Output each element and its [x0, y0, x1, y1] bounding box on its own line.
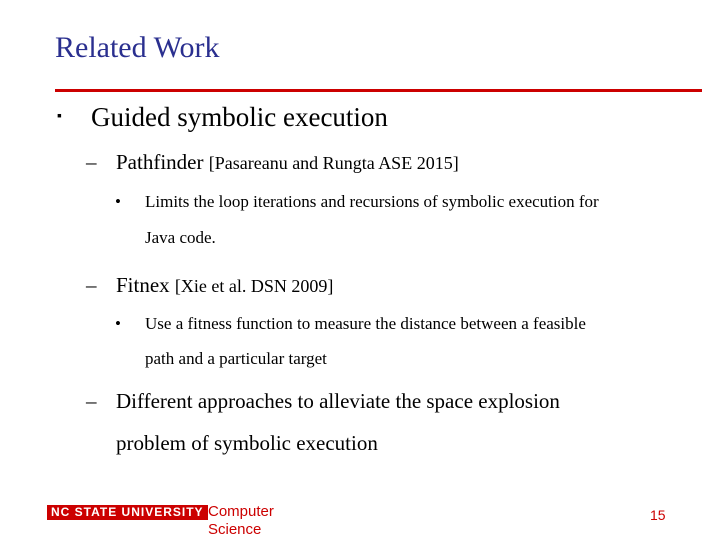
dash-marker: –	[86, 273, 97, 297]
title-divider	[55, 89, 702, 92]
item-name: Fitnex	[116, 273, 170, 297]
square-bullet-icon: ▪	[57, 109, 62, 124]
bullet-text: Guided symbolic execution	[91, 102, 388, 132]
department-label	[208, 503, 274, 539]
slide-title: Related Work	[55, 31, 220, 64]
subitem-text-line1: Use a fitness function to measure the distance between a feasible	[145, 314, 586, 333]
dash-marker: –	[86, 150, 97, 174]
department-line1: Computer	[208, 503, 274, 520]
dot-bullet-icon: •	[115, 192, 121, 211]
subitem-text-line2: path and a particular target	[145, 349, 327, 368]
dash-marker: –	[86, 389, 97, 413]
subitem-text-line1: Limits the loop iterations and recursions of symbolic execution for	[145, 192, 599, 211]
item-citation: [Pasareanu and Rungta ASE 2015]	[208, 153, 459, 173]
item-text-line1: Different approaches to alleviate the space explosion	[116, 389, 560, 413]
item-name: Pathfinder	[116, 150, 204, 174]
department-line2: Science	[208, 521, 262, 538]
page-number: 15	[650, 507, 666, 523]
ncsu-logo: NC STATE UNIVERSITY	[47, 505, 208, 520]
item-citation: [Xie et al. DSN 2009]	[174, 276, 334, 296]
subitem-text-line2: Java code.	[145, 228, 216, 247]
item-text-line2: problem of symbolic execution	[116, 431, 378, 455]
dot-bullet-icon: •	[115, 314, 121, 333]
